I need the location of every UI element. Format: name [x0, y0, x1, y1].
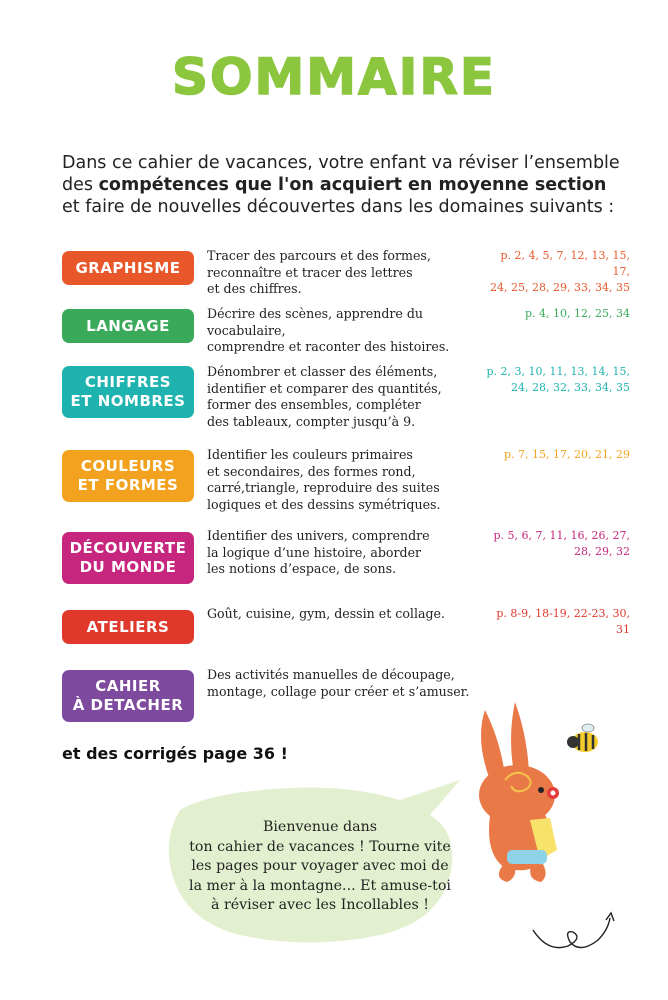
pages-line: p. 7, 15, 17, 20, 21, 29	[504, 448, 630, 461]
domain-description	[207, 364, 487, 430]
domain-badge-label: CAHIER	[95, 677, 161, 695]
desc-line: et secondaires, des formes rond,	[207, 463, 416, 479]
domain-badge-label: ET NOMBRES	[70, 392, 186, 410]
bubble-text	[175, 818, 465, 916]
domain-description	[207, 606, 487, 623]
domain-badge-graphisme	[62, 251, 194, 285]
intro-text-2: et faire de nouvelles découvertes dans les domaines suivants :	[62, 197, 615, 217]
domain-description	[207, 667, 507, 700]
domain-pages	[480, 364, 630, 396]
desc-line: reconnaître et tracer des lettres	[207, 264, 413, 280]
domain-badge-label: COULEURS	[80, 457, 176, 475]
desc-line: logiques et des dessins symétriques.	[207, 496, 441, 512]
pages-line: p. 5, 6, 7, 11, 16, 26, 27,	[493, 529, 630, 542]
domain-badge-label: CHIFFRES	[84, 373, 172, 391]
domain-pages	[480, 528, 630, 560]
desc-line: Identifier des univers, comprendre	[207, 528, 430, 543]
rabbit-mascot-icon	[445, 700, 615, 890]
desc-line: Identifier les couleurs primaires	[207, 447, 413, 462]
domain-badge-cahier-a-detacher	[62, 670, 194, 722]
desc-line: Des activités manuelles de découpage,	[207, 667, 455, 682]
desc-line: des tableaux, compter jusqu’à 9.	[207, 413, 416, 429]
domain-badge-label: LANGAGE	[86, 316, 170, 335]
desc-line: Tracer des parcours et des formes,	[207, 248, 431, 263]
domain-badge-label: À DETACHER	[72, 696, 184, 714]
domain-badge-langage	[62, 309, 194, 343]
domain-pages	[480, 606, 630, 638]
bubble-line: ton cahier de vacances ! Tourne vite	[189, 838, 451, 855]
desc-line: comprendre et raconter des histoires.	[207, 339, 450, 354]
desc-line: identifier et comparer des quantités,	[207, 380, 442, 396]
bubble-line: la mer à la montagne... Et amuse-toi	[189, 877, 451, 894]
domain-description	[207, 248, 487, 298]
domain-description	[207, 306, 487, 356]
desc-line: montage, collage pour créer et s’amuser.	[207, 683, 470, 699]
pages-line: 24, 28, 32, 33, 34, 35	[511, 381, 630, 394]
domain-pages	[480, 248, 630, 296]
domain-badge-label: GRAPHISME	[75, 258, 181, 277]
domain-badge-couleurs-et-formes	[62, 450, 194, 502]
desc-line: Dénombrer et classer des éléments,	[207, 364, 438, 379]
desc-line: la logique d’une histoire, aborder	[207, 544, 422, 560]
desc-line: Goût, cuisine, gym, dessin et collage.	[207, 606, 446, 621]
domain-pages	[480, 447, 630, 463]
intro-text-1: Dans ce cahier de vacances, votre enfant va réviser l’ensemble des	[62, 153, 620, 195]
bubble-line: les pages pour voyager avec moi de	[191, 858, 449, 874]
pages-line: p. 8-9, 18-19, 22-23, 30, 31	[496, 607, 630, 636]
domain-description	[207, 447, 487, 513]
domain-badge-label: DU MONDE	[79, 558, 177, 576]
intro-paragraph	[62, 152, 622, 218]
swirl-arrow-icon	[528, 908, 618, 958]
desc-line: les notions d’espace, de sons.	[207, 561, 397, 576]
pages-line: 28, 29, 32	[574, 545, 630, 558]
intro-bold-text: compétences que l'on acquiert en moyenne section	[98, 175, 607, 195]
bubble-line: à réviser avec les Incollables !	[211, 897, 429, 913]
domain-badge-chiffres-et-nombres	[62, 366, 194, 418]
corrections-note: et des corrigés page 36 !	[62, 744, 288, 763]
bubble-line: Bienvenue dans	[262, 819, 378, 835]
domain-badge-ateliers	[62, 610, 194, 644]
domain-pages	[480, 306, 630, 322]
pages-line: p. 4, 10, 12, 25, 34	[525, 307, 630, 320]
pages-line: 24, 25, 28, 29, 33, 34, 35	[490, 281, 630, 294]
domain-badge-label: ET FORMES	[77, 476, 179, 494]
pages-line: p. 2, 3, 10, 11, 13, 14, 15,	[486, 365, 630, 378]
domain-badge-label: ATELIERS	[86, 617, 170, 636]
desc-line: et des chiffres.	[207, 281, 302, 296]
page-title: SOMMAIRE	[172, 48, 496, 106]
desc-line: former des ensembles, compléter	[207, 397, 421, 412]
domain-badge-label: DÉCOUVERTE	[69, 539, 187, 557]
domain-badge-decouverte-du-monde	[62, 532, 194, 584]
pages-line: p. 2, 4, 5, 7, 12, 13, 15, 17,	[500, 249, 630, 278]
desc-line: Décrire des scènes, apprendre du vocabulaire,	[207, 306, 424, 338]
desc-line: carré,triangle, reproduire des suites	[207, 480, 440, 495]
domain-description	[207, 528, 487, 578]
